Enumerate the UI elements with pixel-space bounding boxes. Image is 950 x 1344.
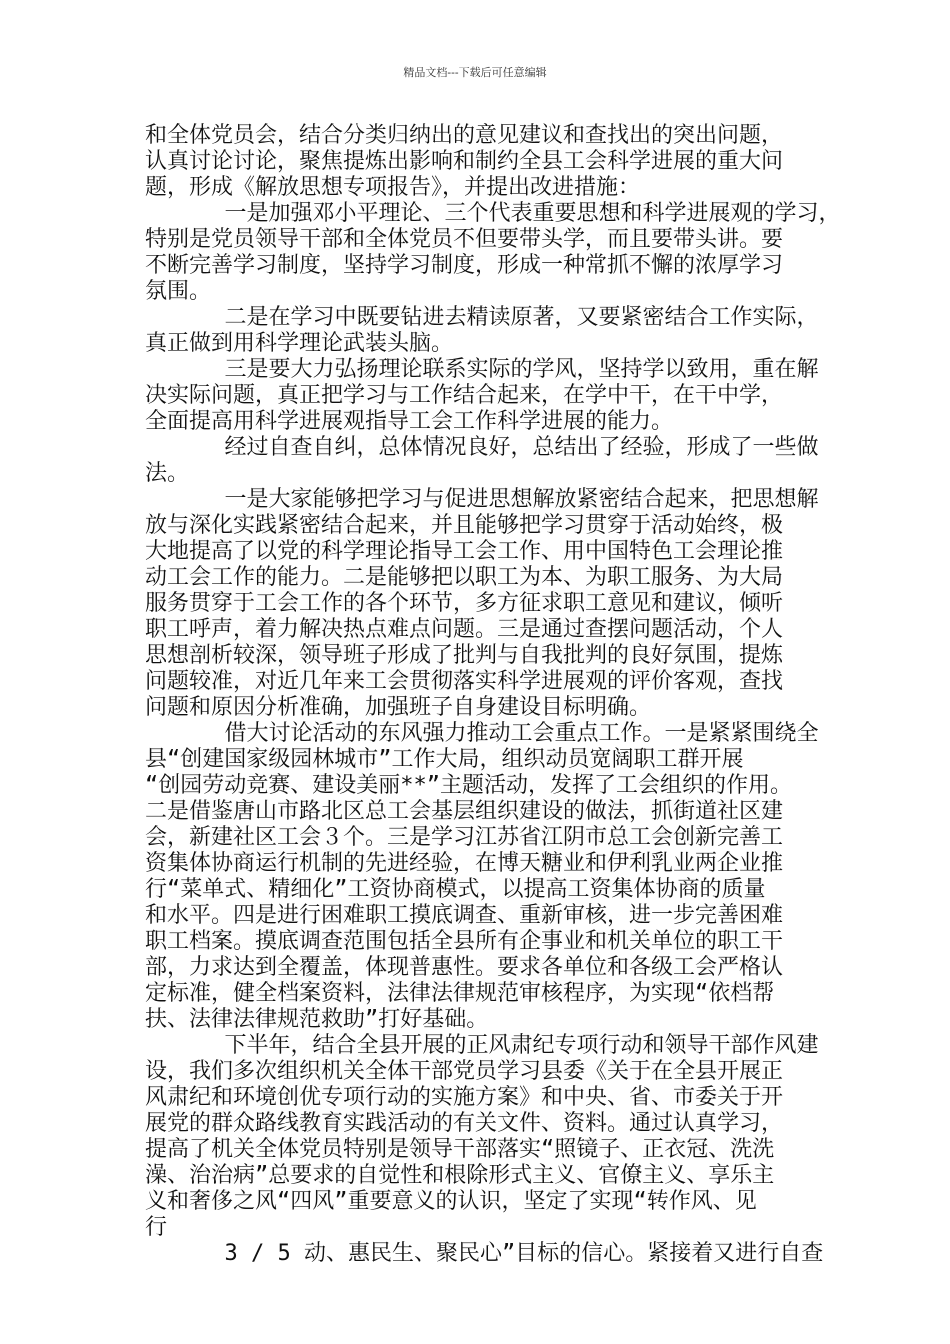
text-line: 认真讨论讨论，聚焦提炼出影响和制约全县工会科学进展的重大问 <box>145 149 784 174</box>
text-line: 决实际问题，真正把学习与工作结合起来，在学中干，在干中学， <box>145 383 784 408</box>
text-line: 服务贯穿于工会工作的各个环节，多方征求职工意见和建议，倾听 <box>145 591 784 616</box>
text-line: 县“创建国家级园林城市”工作大局，组织动员宽阔职工群开展 <box>145 747 744 772</box>
text-line: 职工呼声，着力解决热点难点问题。三是通过查摆问题活动，个人 <box>145 617 784 642</box>
text-line: 题，形成《解放思想专项报告》，并提出改进措施： <box>145 175 641 200</box>
text-line: 动工会工作的能力。二是能够把以职工为本、为职工服务、为大局 <box>145 565 784 590</box>
text-line: 和全体党员会，结合分类归纳出的意见建议和查找出的突出问题， <box>145 123 784 148</box>
text-line: 问题和原因分析准确，加强班子自身建设目标明确。 <box>145 695 652 720</box>
text-line: 特别是党员领导干部和全体党员不但要带头学，而且要带头讲。要 <box>145 227 784 252</box>
text-line: 3 / 5 动、惠民生、聚民心”目标的信心。紧接着又进行自查 <box>145 1241 824 1266</box>
text-line: 定标准，健全档案资料，法律法律规范审核程序，为实现“依档帮 <box>145 981 775 1006</box>
text-line: 下半年，结合全县开展的正风肃纪专项行动和领导干部作风建 <box>145 1033 819 1058</box>
text-line: 行“菜单式、精细化”工资协商模式，以提高工资集体协商的质量 <box>145 877 766 902</box>
text-line: 设，我们多次组织机关全体干部党员学习县委《关于在全县开展正 <box>145 1059 784 1084</box>
text-line: 展党的群众路线教育实践活动的有关文件、资料。通过认真学习， <box>145 1111 784 1136</box>
text-line: 全面提高用科学进展观指导工会工作科学进展的能力。 <box>145 409 674 434</box>
text-line: 风肃纪和环境创优专项行动的实施方案》和中央、省、市委关于开 <box>145 1085 784 1110</box>
text-line: 借大讨论活动的东风强力推动工会重点工作。一是紧紧围绕全 <box>145 721 819 746</box>
text-line: 义和奢侈之风“四风”重要意义的认识，坚定了实现“转作风、见 <box>145 1189 757 1214</box>
text-line: 行 <box>145 1215 168 1240</box>
text-line: 三是要大力弘扬理论联系实际的学风，坚持学以致用，重在解 <box>145 357 819 382</box>
text-line: 二是在学习中既要钻进去精读原著，又要紧密结合工作实际， <box>145 305 819 330</box>
text-line: 提高了机关全体党员特别是领导干部落实“照镜子、正衣冠、洗洗 <box>145 1137 775 1162</box>
text-line: 不断完善学习制度，坚持学习制度，形成一种常抓不懈的浓厚学习 <box>145 253 784 278</box>
text-line: 一是加强邓小平理论、三个代表重要思想和科学进展观的学习， <box>145 201 841 226</box>
text-line: 和水平。四是进行困难职工摸底调查、重新审核，进一步完善困难 <box>145 903 784 928</box>
text-line: 资集体协商运行机制的先进经验，在博天糖业和伊利乳业两企业推 <box>145 851 784 876</box>
text-line: 问题较准，对近几年来工会贯彻落实科学进展观的评价客观，查找 <box>145 669 784 694</box>
page-header: 精品文档---下载后可任意编辑 <box>403 66 547 79</box>
text-line: “创园劳动竞赛、建设美丽**”主题活动，发挥了工会组织的作用。 <box>145 773 792 798</box>
text-line: 会，新建社区工会３个。三是学习江苏省江阴市总工会创新完善工 <box>145 825 784 850</box>
text-line: 澡、治治病”总要求的自觉性和根除形式主义、官僚主义、享乐主 <box>145 1163 775 1188</box>
text-line: 部，力求达到全覆盖，体现普惠性。要求各单位和各级工会严格认 <box>145 955 784 980</box>
text-line: 大地提高了以党的科学理论指导工会工作、用中国特色工会理论推 <box>145 539 784 564</box>
text-line: 氛围。 <box>145 279 212 304</box>
text-line: 扶、法律法律规范救助”打好基础。 <box>145 1007 489 1032</box>
text-line: 思想剖析较深，领导班子形成了批判与自我批判的良好氛围，提炼 <box>145 643 784 668</box>
text-line: 真正做到用科学理论武装头脑。 <box>145 331 454 356</box>
text-line: 职工档案。摸底调查范围包括全县所有企事业和机关单位的职工干 <box>145 929 784 954</box>
text-line: 放与深化实践紧密结合起来，并且能够把学习贯穿于活动始终，极 <box>145 513 784 538</box>
text-line: 一是大家能够把学习与促进思想解放紧密结合起来，把思想解 <box>145 487 819 512</box>
text-line: 法。 <box>145 461 190 486</box>
document-body <box>145 123 841 1267</box>
text-line: 二是借鉴唐山市路北区总工会基层组织建设的做法，抓街道社区建 <box>145 799 784 824</box>
text-line: 经过自查自纠，总体情况良好，总结出了经验，形成了一些做 <box>145 435 819 460</box>
